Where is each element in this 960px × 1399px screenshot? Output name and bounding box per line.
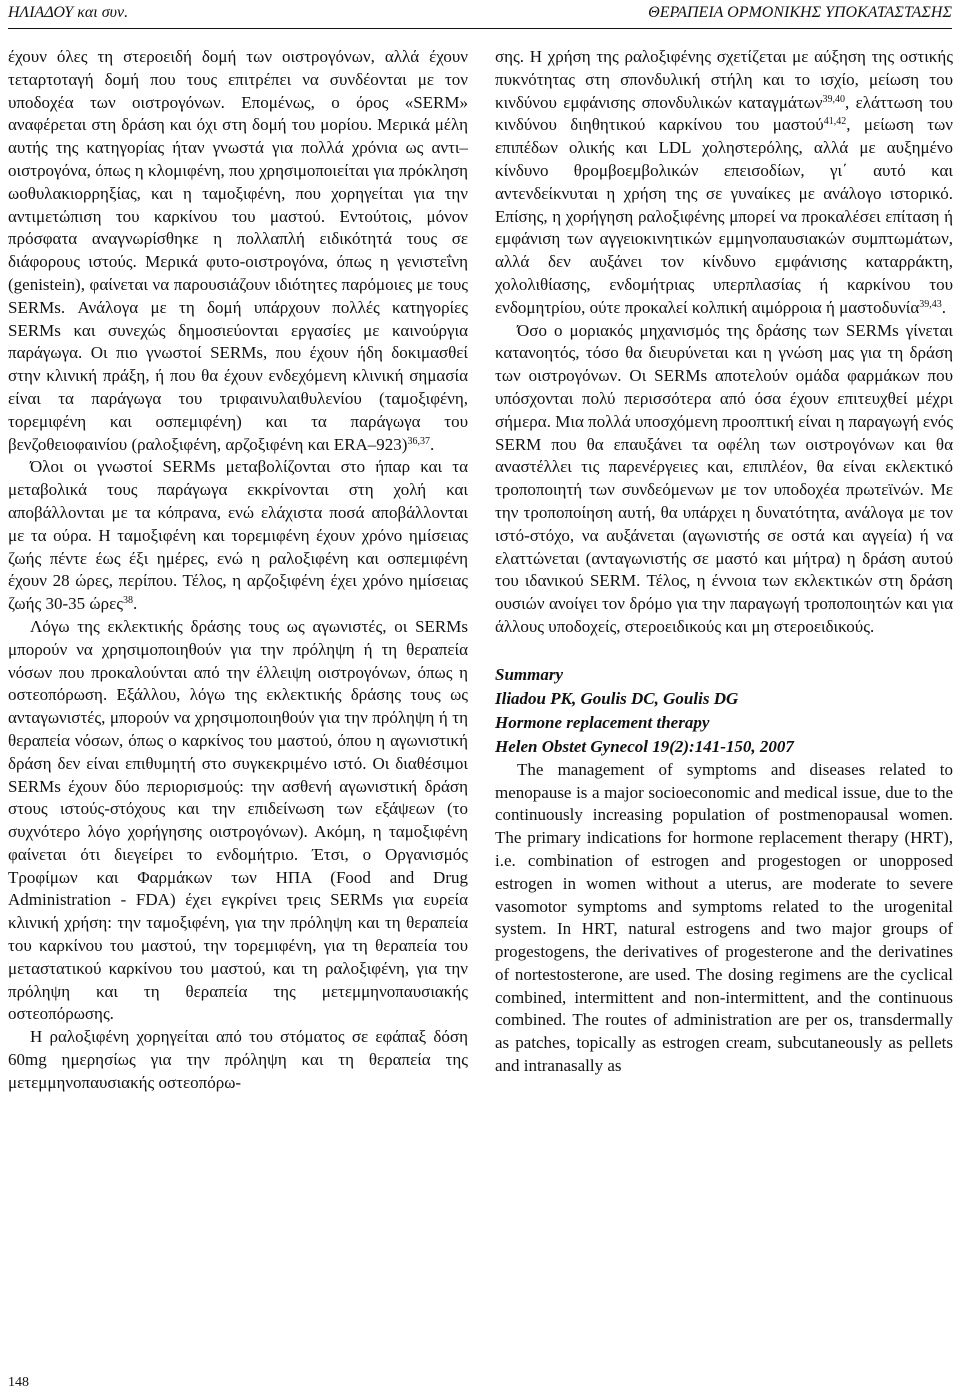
header-article-title: ΘΕΡΑΠΕΙΑ ΟΡΜΟΝΙΚΗΣ ΥΠΟΚΑΤΑΣΤΑΣΗΣ — [648, 4, 952, 21]
paragraph-future-serms: Όσο ο μοριακός μηχανισμός της δράσης των SERMs γίνεται κατανοητός, τόσο θα διευρύνεται και η γνώση μας για τη δράση των οιστρογόνων. Οι SERMs αποτελούν ομάδα φαρμάκων που υπόσχονται πολύ περισσότερα από όσα έχουν επιτευχθεί μέχρι σήμερα. Μια πολλά υποσχόμενη προοπτική είναι η παραγωγή ενός SERM που θα επαυξάνει τα οφέλη των οιστρογόνων και θα αναστέλλει τις παρενέργειες και, επιπλέον, θα είναι εκλεκτικό τροποποιητή των συνδεόμενων με τον υποδοχέα πρωτεϊνών. Με την τροποποίηση αυτή, θα υπάρχει η δυνατότητα, ανάλογα με τον ιστό-στόχο, να αυξάνεται (αγωνιστής σε οστά και αγγεία) ή να ελαττώνεται (ανταγωνιστής σε μαστό και μήτρα) η δράση αυτού του ιδανικού SERM. Τέλος, η έννοια των εκλεκτικών στη δράση ουσιών ανοίγει τον δρόμο για την παραγωγή τροποποιητών και για άλλους υποδοχείς, στεροειδικούς και μη στεροειδικούς. — [495, 320, 953, 636]
paragraph-end: . — [132, 594, 138, 614]
right-column — [495, 46, 953, 1078]
paragraph-text: , ελάττωση του κινδύνου διηθητικού καρκίνου του μαστού — [495, 92, 953, 135]
summary-title: Hormone replacement therapy — [495, 712, 710, 732]
summary-abstract: The management of symptoms and diseases related to menopause is a major socioeconomic and medical issue, due to the continuously increasing population of postmenopausal women. The primary indications for hormone replacement therapy (HRT), i.e. combination of estrogen and progestogen or unopposed estrogen in women without a uterus, are moderate to severe vasomotor symptoms and symptoms related to the urogenital system. In HRT, natural estrogens and two major groups of progestogens, the derivatives of progesterone and the derivatines of nortestosterone, are used. The dosing regimens are the cyclical combined, intermittent and non-intermittent, and the continuous combined. The routes of administration are per os, transdermally as patches, topically as estrogen cream, subcutaneously as pellets and intranasally as — [495, 759, 953, 1076]
citation-ref: 36,37 — [407, 435, 430, 447]
summary-citation: Helen Obstet Gynecol 19(2):141-150, 2007 — [495, 736, 794, 756]
paragraph-text: Όλοι οι γνωστοί SERMs μεταβολίζονται στο ήπαρ και τα μεταβολικά τους παράγωγα εκκρίνονται στη χολή και αποβάλλονται με τα κόπρανα, ενώ ελάχιστα ποσά αποβάλλονται με τα ούρα. Η ταμοξιφένη και τορεμιφένη έχουν χρόνο ημίσειας ζωής πέντε έως έξι ημέρες, ενώ η ραλοξιφένη και οσπεμιφένη έχουν 28 ώρες, περίπου. Τέλος, η αρζοξιφένη έχει χρόνο ημίσειας ζωής 30-35 ώρες — [8, 457, 468, 614]
citation-ref: 41,42 — [823, 116, 847, 128]
paragraph-end: . — [429, 434, 435, 454]
summary-block — [495, 663, 953, 759]
left-column — [8, 46, 468, 1095]
header-authors: ΗΛΙΑΔΟΥ και συν. — [8, 4, 129, 21]
citation-ref: 39,40 — [822, 93, 846, 105]
paragraph-text: , μείωση των επιπέδων ολικής και LDL χοληστερόλης, αλλά με αυξημένο κίνδυνο θρομβοεμβολικών επεισοδίων, γι΄ αυτό και αντενδείκνυται η χρήση της σε γυναίκες με ανάλογο ιστορικό. Επίσης, η χορήγηση ραλοξιφένης μπορεί να προκαλέσει επίταση ή εμφάνιση των αγγειοκινητικών εμμηνοπαυσιακών συμπτωμάτων, αλλά δεν αυξάνει τον κίνδυνο εμφάνισης καταρράκτη, χολολιθίασης, ενδομήτριας υπερπλασίας ή καρκίνου του ενδομητρίου, ούτε προκαλεί κολπική αιμόρροια ή μαστοδυνία — [495, 115, 953, 317]
page-number: 148 — [8, 1375, 29, 1390]
paragraph-metabolism — [8, 456, 468, 616]
paragraph-raloxifene-effects — [495, 46, 953, 320]
citation-ref: 39,43 — [919, 298, 942, 310]
paragraph-raloxifene: Η ραλοξιφένη χορηγείται από του στόματος σε εφάπαξ δόση 60mg ημερησίως για την πρόληψη και τη θεραπεία της μετεμμηνοπαυσιακής οστεοπόρω- — [8, 1027, 468, 1092]
paragraph-text: έχουν όλες τη στεροειδή δομή των οιστρογόνων, αλλά έχουν τεταρτοταγή δομή που τους επιτρέπει να συνδέονται με τον υποδοχέα των οιστρογόνων. Επομένως, ο όρος «SERM» αναφέρεται στη δράση και όχι στη δομή του μορίου. Μερικά μέλη αυτής της κατηγορίας ήταν γνωστά για πολλά χρόνια ως αντι–οιστρογόνα, όπως η κλομιφένη, που χρησιμοποιείται για πρόκληση ωοθυλακιορρηξίας, και η ταμοξιφένη, που χορηγείται για την αντιμετώπιση του καρκίνου του μαστού. Εντούτοις, μόνον πρόσφατα αναγνωρίσθηκε η πολλαπλή ειδικότητά τους σε διάφορους ιστούς. Μερικά φυτο-οιστρογόνα, όπως η γενιστεΐνη (genistein), φαίνεται να παρουσιάζουν ιδιότητες παρόμοιες με τους SERMs. Ανάλογα με τη δομή υπάρχουν πολλές κατηγορίες SERMs και συνεχώς δημοσιεύονται εργασίες με καινούργια παράγωγα. Οι πιο γνωστοί SERMs, που έχουν ήδη δοκιμασθεί στην κλινική πράξη, ή που θα έχουν ενδεχόμενη κλινική σημασία είναι τα παράγωγα του τριφαινυλαιθυλενίου (ταμοξιφένη, τορεμιφένη και οσπεμιφένη) και τα παράγωγα του βενζοθειοφαινίου (ραλοξιφένη, αρζοξιφένη και ERA–923) — [8, 47, 468, 454]
paragraph-serm-definition — [8, 46, 468, 456]
paragraph-selective-action: Λόγω της εκλεκτικής δράσης τους ως αγωνιστές, οι SERMs μπορούν να χρησιμοποιηθούν για την πρόληψη ή τη θεραπεία νόσων που προκαλούνται από την έλλειψη οιστρογόνων, όπως η οστεοπόρωση. Εξάλλου, λόγω της εκλεκτικής δράσης τους ως ανταγωνιστές, μπορούν να χρησιμοποιηθούν για την πρόληψη ή τη θεραπεία νόσων, όπως ο καρκίνος του μαστού, όπου η αγωνιστική δράση δεν είναι επιθυμητή στο συγκεκριμένο ιστό. Οι διαθέσιμοι SERMs έχουν δύο περιορισμούς: την ασθενή αγωνιστική δράση στους ιστούς-στόχους και την επιδείνωση των εξάψεων (το συχνότερο λόγο χορήγησης οιστρογόνων). Ακόμη, η ταμοξιφένη φαίνεται ότι διεγείρει το ενδομήτριο. Έτσι, ο Οργανισμός Τροφίμων και Φαρμάκων των ΗΠΑ (Food and Drug Administration - FDA) έχει εγκρίνει τρεις SERMs για ευρεία κλινική χρήση: την ταμοξιφένη, για την πρόληψη και τη θεραπεία του καρκίνου του μαστού, την τορεμιφένη, για τη θεραπεία του μεταστατικού καρκίνου του μαστού, και τη ραλοξιφένη, για την πρόληψη και τη θεραπεία της μετεμμηνοπαυσιακής οστεοπόρωσης. — [8, 616, 468, 1024]
running-header — [8, 2, 952, 29]
paragraph-end: . — [941, 297, 946, 317]
summary-heading: Summary — [495, 664, 564, 684]
summary-authors: Iliadou PK, Goulis DC, Goulis DG — [495, 688, 739, 708]
citation-ref: 38 — [122, 595, 133, 607]
paragraph-text: σης. Η χρήση της ραλοξιφένης σχετίζεται με αύξηση της οστικής πυκνότητας στη σπονδυλική στήλη και το ισχίο, μείωση του κινδύνου εμφάνισης σπονδυλικών καταγμάτων — [495, 47, 953, 112]
